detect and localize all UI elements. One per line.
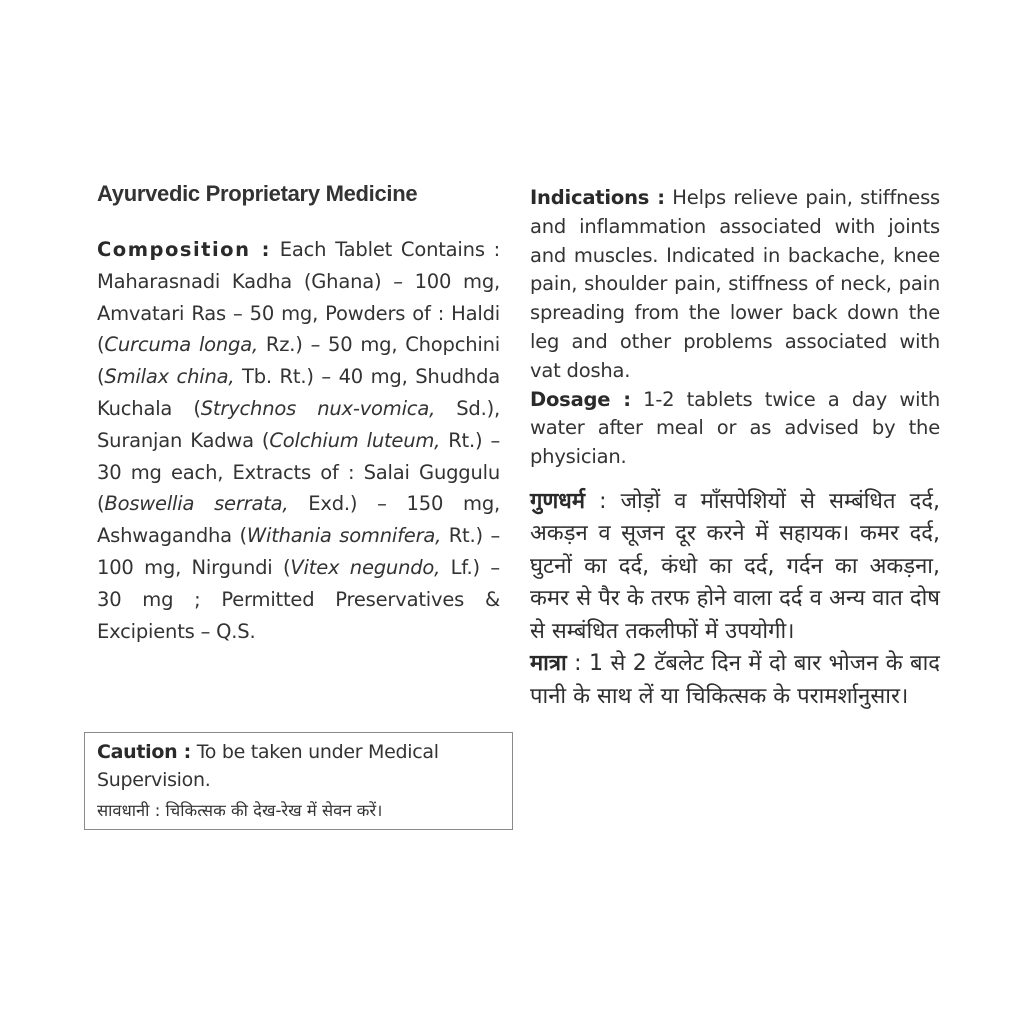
gundharm-text: : जोड़ों व माँसपेशियों से सम्बंधित दर्द, अकड़न व सूजन दूर करने में सहायक। कमर दर्द, घुटनों का दर्द, कंधो का दर्द, गर्दन का अकड़ना, कमर से पैर के तरफ होने वाला दर्द व अन्य वात दोष से सम्बंधित तकलीफों में उपयोगी।	[530, 488, 940, 644]
composition-seg-6: Sd.), Suranjan Kadwa (	[97, 396, 501, 452]
composition-seg-13: Vitex negundo,	[290, 555, 441, 579]
indications-text: Helps relieve pain, stiffness and inflammation associated with joints and muscles. Indicated in backache, knee pain, shoulder pain, stiffness of neck, pain spreading from the lower back down the leg and other problems associated with vat dosha.	[530, 186, 940, 382]
caution-english	[97, 738, 502, 794]
matra-text: : 1 से 2 टॅबलेट दिन में दो बार भोजन के बाद पानी के साथ लें या चिकित्सक के परामर्शानुसार।	[530, 651, 940, 709]
composition-seg-5: Strychnos nux-vomica,	[200, 396, 436, 420]
composition-seg-0: Each Tablet Contains : Maharasnadi Kadha (Ghana) – 100 mg, Amvatari Ras – 50 mg, Powders of : Haldi (	[97, 238, 501, 357]
composition-seg-7: Colchium luteum,	[269, 428, 441, 452]
composition-seg-9: Boswellia serrata,	[104, 492, 289, 516]
indications-paragraph	[530, 184, 940, 386]
gundharm-label: गुणधर्म	[530, 488, 585, 514]
right-column	[530, 184, 940, 713]
caution-box	[84, 732, 513, 830]
matra-label: मात्रा	[530, 651, 567, 677]
composition-seg-4: Tb. Rt.) – 40 mg, Shudhda Kuchala (	[97, 365, 500, 420]
caution-hindi: सावधानी : चिकित्सक की देख-रेख में सेवन करें।	[97, 801, 383, 820]
matra-paragraph	[530, 648, 940, 713]
composition-seg-3: Smilax china,	[104, 365, 235, 389]
dosage-label: Dosage :	[530, 387, 631, 411]
composition-seg-10: Exd.) – 150 mg, Ashwagandha (	[97, 492, 500, 548]
indications-label: Indications :	[530, 186, 665, 209]
composition-seg-8: Rt.) – 30 mg each, Extracts of : Salai Guggulu (	[97, 428, 500, 516]
dosage-text: 1-2 tablets twice a day with water after meal or as advised by the physician.	[530, 387, 940, 469]
gundharm-paragraph	[530, 486, 940, 649]
composition-paragraph	[97, 234, 500, 647]
composition-label: Composition :	[97, 238, 271, 261]
composition-seg-14: Lf.) – 30 mg ; Permitted Preservatives & Excipients – Q.S.	[97, 555, 500, 643]
composition-seg-1: Curcuma longa,	[104, 333, 258, 357]
composition-seg-2: Rz.) – 50 mg, Chopchini (	[97, 333, 500, 389]
product-type-heading: Ayurvedic Proprietary Medicine	[97, 181, 418, 206]
caution-text: To be taken under Medical Supervision.	[97, 741, 439, 791]
left-column	[97, 178, 500, 647]
caution-label: Caution :	[97, 741, 191, 763]
dosage-paragraph	[530, 386, 940, 472]
composition-seg-12: Rt.) – 100 mg, Nirgundi (	[97, 524, 501, 579]
composition-seg-11: Withania somnifera,	[246, 524, 442, 548]
